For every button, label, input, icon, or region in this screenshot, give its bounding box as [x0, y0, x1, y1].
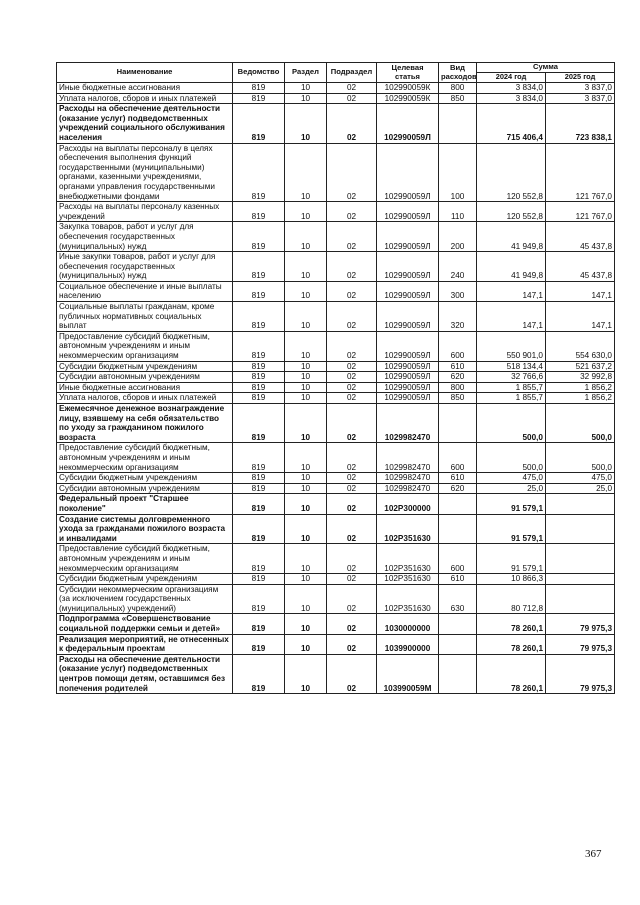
cell-podrazdel: 02 — [327, 584, 377, 614]
page-number: 367 — [585, 848, 602, 860]
cell-sum-2025: 554 630,0 — [546, 331, 615, 361]
cell-celevaya: 102990059К — [377, 83, 439, 94]
cell-sum-2025: 3 837,0 — [546, 83, 615, 94]
cell-vedomstvo: 819 — [233, 544, 285, 574]
cell-podrazdel: 02 — [327, 443, 377, 473]
cell-name: Реализация мероприятий, не отнесенных к федеральным проектам — [57, 634, 233, 654]
cell-razdel: 10 — [285, 654, 327, 693]
cell-sum-2025: 723 838,1 — [546, 104, 615, 143]
cell-vid: 800 — [439, 382, 477, 393]
cell-razdel: 10 — [285, 252, 327, 282]
cell-sum-2024: 550 901,0 — [477, 331, 546, 361]
cell-vid: 800 — [439, 83, 477, 94]
col-header-razdel: Раздел — [285, 63, 327, 83]
cell-sum-2025: 121 767,0 — [546, 202, 615, 222]
cell-vedomstvo: 819 — [233, 202, 285, 222]
cell-podrazdel: 02 — [327, 654, 377, 693]
cell-sum-2025: 45 437,8 — [546, 252, 615, 282]
cell-celevaya: 102P351630 — [377, 584, 439, 614]
cell-podrazdel: 02 — [327, 331, 377, 361]
cell-razdel: 10 — [285, 331, 327, 361]
cell-sum-2025 — [546, 544, 615, 574]
cell-sum-2025: 500,0 — [546, 404, 615, 443]
cell-sum-2025: 25,0 — [546, 483, 615, 494]
cell-vedomstvo: 819 — [233, 494, 285, 514]
table-row — [57, 83, 615, 94]
cell-vedomstvo: 819 — [233, 382, 285, 393]
cell-celevaya: 102990059Л — [377, 222, 439, 252]
cell-razdel: 10 — [285, 393, 327, 404]
cell-vid — [439, 634, 477, 654]
cell-vid: 300 — [439, 281, 477, 301]
cell-podrazdel: 02 — [327, 372, 377, 383]
cell-vid: 610 — [439, 574, 477, 585]
cell-sum-2024: 1 855,7 — [477, 382, 546, 393]
cell-razdel: 10 — [285, 93, 327, 104]
cell-celevaya: 102990059Л — [377, 361, 439, 372]
cell-razdel: 10 — [285, 473, 327, 484]
table-body — [57, 83, 615, 694]
cell-sum-2025 — [546, 584, 615, 614]
cell-razdel: 10 — [285, 382, 327, 393]
cell-podrazdel: 02 — [327, 281, 377, 301]
table-row — [57, 331, 615, 361]
cell-sum-2025: 521 637,2 — [546, 361, 615, 372]
cell-sum-2024: 25,0 — [477, 483, 546, 494]
cell-razdel: 10 — [285, 494, 327, 514]
cell-sum-2024: 120 552,8 — [477, 202, 546, 222]
cell-celevaya: 102990059К — [377, 93, 439, 104]
cell-razdel: 10 — [285, 104, 327, 143]
cell-name: Субсидии бюджетным учреждениям — [57, 473, 233, 484]
cell-podrazdel: 02 — [327, 83, 377, 94]
cell-celevaya: 102990059Л — [377, 302, 439, 332]
cell-razdel: 10 — [285, 483, 327, 494]
cell-podrazdel: 02 — [327, 382, 377, 393]
table-row — [57, 372, 615, 383]
cell-vedomstvo: 819 — [233, 404, 285, 443]
table-row — [57, 382, 615, 393]
table-row — [57, 143, 615, 202]
cell-name: Федеральный проект "Старшее поколение" — [57, 494, 233, 514]
cell-razdel: 10 — [285, 544, 327, 574]
cell-podrazdel: 02 — [327, 514, 377, 544]
cell-name: Уплата налогов, сборов и иных платежей — [57, 93, 233, 104]
cell-sum-2024: 32 766,6 — [477, 372, 546, 383]
cell-vedomstvo: 819 — [233, 361, 285, 372]
table-row — [57, 654, 615, 693]
cell-vid — [439, 614, 477, 634]
table-row — [57, 443, 615, 473]
cell-celevaya: 102990059Л — [377, 393, 439, 404]
cell-vedomstvo: 819 — [233, 483, 285, 494]
cell-razdel: 10 — [285, 302, 327, 332]
cell-razdel: 10 — [285, 634, 327, 654]
cell-name: Субсидии автономным учреждениям — [57, 372, 233, 383]
cell-vid: 610 — [439, 473, 477, 484]
cell-vid — [439, 494, 477, 514]
cell-podrazdel: 02 — [327, 252, 377, 282]
cell-razdel: 10 — [285, 222, 327, 252]
cell-vedomstvo: 819 — [233, 473, 285, 484]
budget-page — [56, 62, 614, 694]
cell-name: Подпрограмма «Совершенствование социальной поддержки семьи и детей» — [57, 614, 233, 634]
cell-vid: 110 — [439, 202, 477, 222]
cell-name: Иные бюджетные ассигнования — [57, 83, 233, 94]
table-row — [57, 202, 615, 222]
col-header-2025: 2025 год — [546, 73, 615, 83]
cell-podrazdel: 02 — [327, 634, 377, 654]
cell-podrazdel: 02 — [327, 222, 377, 252]
table-row — [57, 252, 615, 282]
budget-table — [56, 62, 615, 694]
cell-sum-2024: 120 552,8 — [477, 143, 546, 202]
cell-sum-2024: 10 866,3 — [477, 574, 546, 585]
cell-sum-2024: 41 949,8 — [477, 222, 546, 252]
cell-podrazdel: 02 — [327, 202, 377, 222]
cell-sum-2024: 147,1 — [477, 281, 546, 301]
cell-razdel: 10 — [285, 361, 327, 372]
cell-name: Ежемесячное денежное вознаграждение лицу, взявшему на себя обязательство по уходу за гражданином пожилого возраста — [57, 404, 233, 443]
cell-celevaya: 102990059Л — [377, 372, 439, 383]
cell-sum-2024: 78 260,1 — [477, 614, 546, 634]
cell-sum-2025 — [546, 514, 615, 544]
col-header-vedomstvo: Ведомство — [233, 63, 285, 83]
cell-name: Предоставление субсидий бюджетным, автономным учреждениям и иным некоммерческим организациям — [57, 544, 233, 574]
table-row — [57, 93, 615, 104]
cell-razdel: 10 — [285, 83, 327, 94]
table-row — [57, 574, 615, 585]
table-row — [57, 302, 615, 332]
table-row — [57, 544, 615, 574]
cell-celevaya: 102990059Л — [377, 143, 439, 202]
table-row — [57, 104, 615, 143]
cell-celevaya: 102P351630 — [377, 574, 439, 585]
cell-vid: 600 — [439, 331, 477, 361]
cell-podrazdel: 02 — [327, 104, 377, 143]
cell-name: Предоставление субсидий бюджетным, автономным учреждениям и иным некоммерческим организациям — [57, 443, 233, 473]
col-header-podrazdel: Подраздел — [327, 63, 377, 83]
cell-name: Расходы на обеспечение деятельности (оказание услуг) подведомственных учреждений социального обслуживания населения — [57, 104, 233, 143]
cell-sum-2025: 3 837,0 — [546, 93, 615, 104]
cell-vedomstvo: 819 — [233, 83, 285, 94]
cell-sum-2024: 91 579,1 — [477, 544, 546, 574]
cell-name: Социальное обеспечение и иные выплаты населению — [57, 281, 233, 301]
cell-sum-2024: 91 579,1 — [477, 494, 546, 514]
cell-vid: 850 — [439, 393, 477, 404]
col-header-summa: Сумма — [477, 63, 615, 73]
cell-vedomstvo: 819 — [233, 393, 285, 404]
cell-celevaya: 102990059Л — [377, 382, 439, 393]
cell-vid: 100 — [439, 143, 477, 202]
cell-celevaya: 103990059М — [377, 654, 439, 693]
cell-vid: 320 — [439, 302, 477, 332]
cell-sum-2025: 45 437,8 — [546, 222, 615, 252]
cell-celevaya: 102P351630 — [377, 514, 439, 544]
cell-vedomstvo: 819 — [233, 514, 285, 544]
cell-vedomstvo: 819 — [233, 584, 285, 614]
cell-celevaya: 102P351630 — [377, 544, 439, 574]
cell-podrazdel: 02 — [327, 302, 377, 332]
cell-sum-2024: 500,0 — [477, 443, 546, 473]
cell-vedomstvo: 819 — [233, 331, 285, 361]
cell-sum-2024: 518 134,4 — [477, 361, 546, 372]
cell-sum-2024: 715 406,4 — [477, 104, 546, 143]
cell-vid: 240 — [439, 252, 477, 282]
cell-sum-2024: 475,0 — [477, 473, 546, 484]
cell-podrazdel: 02 — [327, 404, 377, 443]
table-row — [57, 473, 615, 484]
cell-sum-2025: 79 975,3 — [546, 614, 615, 634]
cell-razdel: 10 — [285, 584, 327, 614]
cell-name: Предоставление субсидий бюджетным, автономным учреждениям и иным некоммерческим организациям — [57, 331, 233, 361]
table-row — [57, 514, 615, 544]
cell-name: Иные бюджетные ассигнования — [57, 382, 233, 393]
cell-vedomstvo: 819 — [233, 143, 285, 202]
cell-sum-2025: 147,1 — [546, 302, 615, 332]
cell-sum-2025: 500,0 — [546, 443, 615, 473]
cell-razdel: 10 — [285, 372, 327, 383]
cell-razdel: 10 — [285, 614, 327, 634]
cell-vedomstvo: 819 — [233, 302, 285, 332]
table-row — [57, 222, 615, 252]
cell-celevaya: 102990059Л — [377, 331, 439, 361]
cell-sum-2025 — [546, 494, 615, 514]
cell-name: Расходы на обеспечение деятельности (оказание услуг) подведомственных центров помощи детям, оставшимся без попечения родителей — [57, 654, 233, 693]
cell-sum-2024: 80 712,8 — [477, 584, 546, 614]
cell-vedomstvo: 819 — [233, 281, 285, 301]
cell-vedomstvo: 819 — [233, 104, 285, 143]
cell-name: Субсидии бюджетным учреждениям — [57, 361, 233, 372]
cell-razdel: 10 — [285, 143, 327, 202]
cell-name: Расходы на выплаты персоналу казенных учреждений — [57, 202, 233, 222]
cell-sum-2024: 3 834,0 — [477, 83, 546, 94]
cell-sum-2024: 78 260,1 — [477, 654, 546, 693]
cell-celevaya: 1030000000 — [377, 614, 439, 634]
table-row — [57, 361, 615, 372]
cell-celevaya: 102990059Л — [377, 202, 439, 222]
cell-vedomstvo: 819 — [233, 574, 285, 585]
cell-vid: 630 — [439, 584, 477, 614]
cell-vedomstvo: 819 — [233, 372, 285, 383]
cell-podrazdel: 02 — [327, 494, 377, 514]
cell-vid: 620 — [439, 483, 477, 494]
cell-celevaya: 102P300000 — [377, 494, 439, 514]
cell-vid: 850 — [439, 93, 477, 104]
cell-podrazdel: 02 — [327, 93, 377, 104]
table-row — [57, 494, 615, 514]
cell-celevaya: 102990059Л — [377, 252, 439, 282]
cell-sum-2025: 1 856,2 — [546, 382, 615, 393]
cell-sum-2024: 41 949,8 — [477, 252, 546, 282]
cell-vid: 600 — [439, 443, 477, 473]
table-row — [57, 281, 615, 301]
cell-sum-2025: 79 975,3 — [546, 634, 615, 654]
cell-razdel: 10 — [285, 404, 327, 443]
table-row — [57, 584, 615, 614]
cell-name: Социальные выплаты гражданам, кроме публичных нормативных социальных выплат — [57, 302, 233, 332]
cell-sum-2025: 147,1 — [546, 281, 615, 301]
cell-name: Субсидии автономным учреждениям — [57, 483, 233, 494]
cell-sum-2025: 32 992,8 — [546, 372, 615, 383]
cell-celevaya: 1029982470 — [377, 404, 439, 443]
cell-name: Создание системы долговременного ухода за гражданами пожилого возраста и инвалидами — [57, 514, 233, 544]
cell-celevaya: 1039900000 — [377, 634, 439, 654]
cell-sum-2024: 78 260,1 — [477, 634, 546, 654]
cell-sum-2025 — [546, 574, 615, 585]
col-header-name: Наименование — [57, 63, 233, 83]
table-row — [57, 614, 615, 634]
cell-razdel: 10 — [285, 281, 327, 301]
cell-podrazdel: 02 — [327, 473, 377, 484]
cell-vedomstvo: 819 — [233, 93, 285, 104]
cell-razdel: 10 — [285, 202, 327, 222]
col-header-vid: Вид расходов — [439, 63, 477, 83]
cell-vedomstvo: 819 — [233, 222, 285, 252]
cell-name: Субсидии некоммерческим организациям (за исключением государственных (муниципальных) учреждений) — [57, 584, 233, 614]
cell-podrazdel: 02 — [327, 143, 377, 202]
cell-vid: 610 — [439, 361, 477, 372]
cell-sum-2025: 121 767,0 — [546, 143, 615, 202]
cell-celevaya: 102990059Л — [377, 104, 439, 143]
table-row — [57, 393, 615, 404]
cell-razdel: 10 — [285, 574, 327, 585]
cell-sum-2025: 475,0 — [546, 473, 615, 484]
header-row — [57, 63, 615, 73]
cell-vedomstvo: 819 — [233, 252, 285, 282]
cell-podrazdel: 02 — [327, 614, 377, 634]
cell-vid — [439, 654, 477, 693]
cell-celevaya: 1029982470 — [377, 443, 439, 473]
cell-name: Иные закупки товаров, работ и услуг для обеспечения государственных (муниципальных) нужд — [57, 252, 233, 282]
cell-name: Субсидии бюджетным учреждениям — [57, 574, 233, 585]
cell-podrazdel: 02 — [327, 544, 377, 574]
cell-sum-2024: 500,0 — [477, 404, 546, 443]
cell-vedomstvo: 819 — [233, 634, 285, 654]
cell-celevaya: 102990059Л — [377, 281, 439, 301]
cell-vid — [439, 404, 477, 443]
cell-podrazdel: 02 — [327, 393, 377, 404]
cell-vid — [439, 104, 477, 143]
cell-celevaya: 1029982470 — [377, 473, 439, 484]
table-row — [57, 483, 615, 494]
col-header-2024: 2024 год — [477, 73, 546, 83]
cell-vid: 620 — [439, 372, 477, 383]
cell-name: Уплата налогов, сборов и иных платежей — [57, 393, 233, 404]
col-header-celevaya: Целевая статья — [377, 63, 439, 83]
cell-sum-2024: 147,1 — [477, 302, 546, 332]
cell-sum-2025: 1 856,2 — [546, 393, 615, 404]
cell-razdel: 10 — [285, 514, 327, 544]
cell-podrazdel: 02 — [327, 574, 377, 585]
cell-vid: 200 — [439, 222, 477, 252]
cell-razdel: 10 — [285, 443, 327, 473]
cell-name: Закупка товаров, работ и услуг для обеспечения государственных (муниципальных) нужд — [57, 222, 233, 252]
cell-vedomstvo: 819 — [233, 654, 285, 693]
cell-celevaya: 1029982470 — [377, 483, 439, 494]
cell-sum-2024: 1 855,7 — [477, 393, 546, 404]
cell-name: Расходы на выплаты персоналу в целях обеспечения выполнения функций государственными (муниципальными) органами, казенными учреждениями, органами управления государственными внебюджетными фондами — [57, 143, 233, 202]
cell-vedomstvo: 819 — [233, 614, 285, 634]
cell-vid — [439, 514, 477, 544]
cell-podrazdel: 02 — [327, 361, 377, 372]
cell-sum-2025: 79 975,3 — [546, 654, 615, 693]
cell-sum-2024: 91 579,1 — [477, 514, 546, 544]
cell-podrazdel: 02 — [327, 483, 377, 494]
cell-vid: 600 — [439, 544, 477, 574]
table-row — [57, 404, 615, 443]
table-row — [57, 634, 615, 654]
cell-vedomstvo: 819 — [233, 443, 285, 473]
cell-sum-2024: 3 834,0 — [477, 93, 546, 104]
